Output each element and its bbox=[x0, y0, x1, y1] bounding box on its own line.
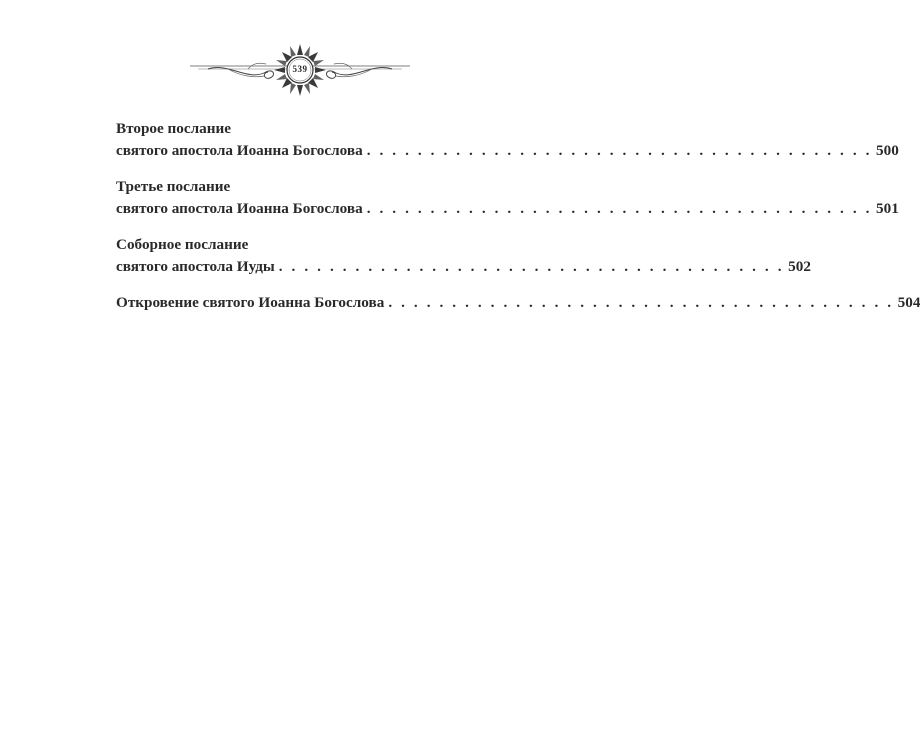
toc-entry-subtitle: святого апостола Иоанна Богослова bbox=[116, 142, 363, 159]
toc-entry bbox=[116, 292, 920, 314]
toc-entry-subtitle: святого апостола Иуды bbox=[116, 258, 275, 275]
toc-entry-title: Соборное послание bbox=[116, 236, 249, 253]
leader-dots: . . . . . . . . . . . . . . . . . . . . . . . . . . . . . . . . . . . . . . . . bbox=[366, 200, 873, 217]
page-number: 539 bbox=[292, 64, 308, 74]
toc-entry-title: Второе послание bbox=[116, 120, 232, 137]
toc-entry bbox=[116, 234, 811, 278]
toc-entry bbox=[116, 176, 899, 220]
toc-page-number: 501 bbox=[876, 200, 899, 217]
toc-entry-title: Откровение святого Иоанна Богослова bbox=[116, 294, 385, 311]
leader-dots: . . . . . . . . . . . . . . . . . . . . . . . . . . . . . . . . . . . . . . . . bbox=[278, 258, 785, 275]
toc-entry-subtitle: святого апостола Иоанна Богослова bbox=[116, 200, 363, 217]
toc-entry bbox=[116, 118, 899, 162]
table-of-contents bbox=[116, 118, 920, 328]
toc-entry-title: Третье послание bbox=[116, 178, 231, 195]
toc-page-number: 502 bbox=[788, 258, 811, 275]
toc-page-number: 504 bbox=[897, 294, 920, 311]
leader-dots: . . . . . . . . . . . . . . . . . . . . . . . . . . . . . . . . . . . . . . . . bbox=[388, 294, 894, 311]
toc-page-number: 500 bbox=[876, 142, 899, 159]
leader-dots: . . . . . . . . . . . . . . . . . . . . . . . . . . . . . . . . . . . . . . . . bbox=[366, 142, 873, 159]
